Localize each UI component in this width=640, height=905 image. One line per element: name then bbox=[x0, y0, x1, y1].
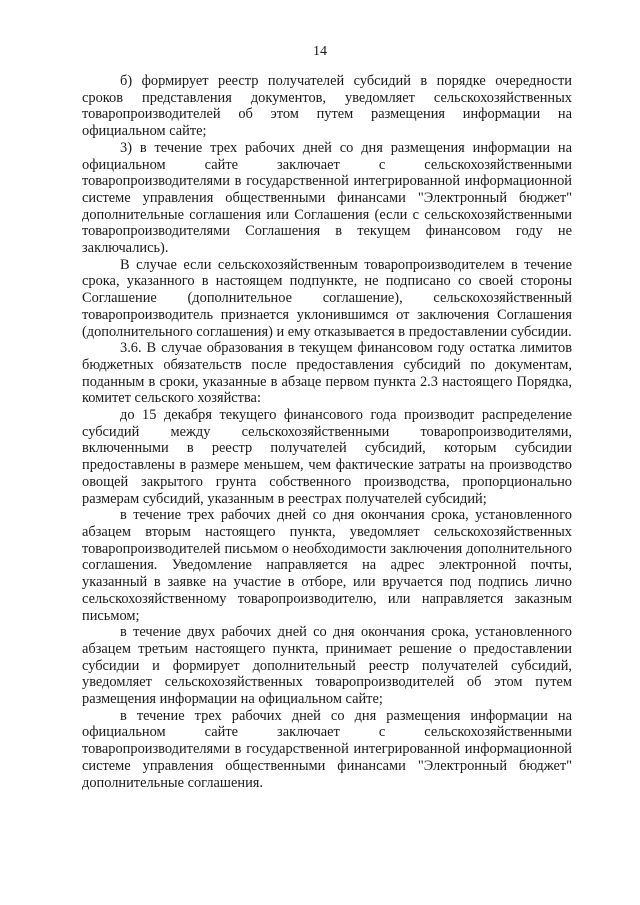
paragraph-decision: в течение двух рабочих дней со дня окончания срока, установленного абзацем третьим настоящего пункта, принимает решение о предоставлении субсидии и формирует дополнительный реестр получателей субсидий, уведомляет сельскохозяйственных товаропроизводителей об этом путем размещения информации на официальном сайте; bbox=[82, 624, 572, 708]
document-body bbox=[82, 73, 572, 791]
paragraph-notification: в течение трех рабочих дней со дня окончания срока, установленного абзацем вторым настоящего пункта, уведомляет сельскохозяйственных товаропроизводителей письмом о необходимости заключения дополнительного соглашения. Уведомление направляется на адрес электронной почты, указанный в заявке на участие в отборе, или вручается под подпись лично сельскохозяйственному товаропроизводителю, или направляется заказным письмом; bbox=[82, 507, 572, 624]
paragraph-registry: б) формирует реестр получателей субсидий в порядке очередности сроков представления документов, уведомляет сельскохозяйственных товаропроизводителей об этом путем размещения информации на официальном сайте; bbox=[82, 73, 572, 140]
page-number: 14 bbox=[313, 44, 327, 59]
paragraph-additional-agreements: в течение трех рабочих дней со дня размещения информации на официальном сайте заключает с сельскохозяйственными товаропроизводителями в государственной интегрированной информационной системе управления общественными финансами "Электронный бюджет" дополнительные соглашения. bbox=[82, 707, 572, 791]
paragraph-agreements: 3) в течение трех рабочих дней со дня размещения информации на официальном сайте заключает с сельскохозяйственными товаропроизводителями в государственной интегрированной информационной системе управления общественными финансами "Электронный бюджет" дополнительные соглашения или Соглашения (если с сельскохозяйственными товаропроизводителями Соглашения в текущем финансовом году не заключались). bbox=[82, 139, 572, 257]
paragraph-3-6: 3.6. В случае образования в текущем финансовом году остатка лимитов бюджетных обязательств после предоставления субсидий по документам, поданным в сроки, указанные в абзаце первом пункта 2.3 настоящего Порядка, комитет сельского хозяйства: bbox=[82, 340, 572, 407]
paragraph-evasion: В случае если сельскохозяйственным товаропроизводителем в течение срока, указанного в настоящем подпункте, не подписано со своей стороны Соглашение (дополнительное соглашение), сельскохозяйственный товаропроизводитель признается уклонившимся от заключения Соглашения (дополнительного соглашения) и ему отказывается в предоставлении субсидии. bbox=[82, 256, 572, 340]
paragraph-distribution: до 15 декабря текущего финансового года производит распределение субсидий между сельскохозяйственными товаропроизводителями, включенными в реестр получателей субсидий, которым субсидии предоставлены в размере меньшем, чем фактические затраты на производство овощей закрытого грунта собственного производства, пропорционально размерам субсидий, указанным в реестрах получателей субсидий; bbox=[82, 407, 572, 507]
